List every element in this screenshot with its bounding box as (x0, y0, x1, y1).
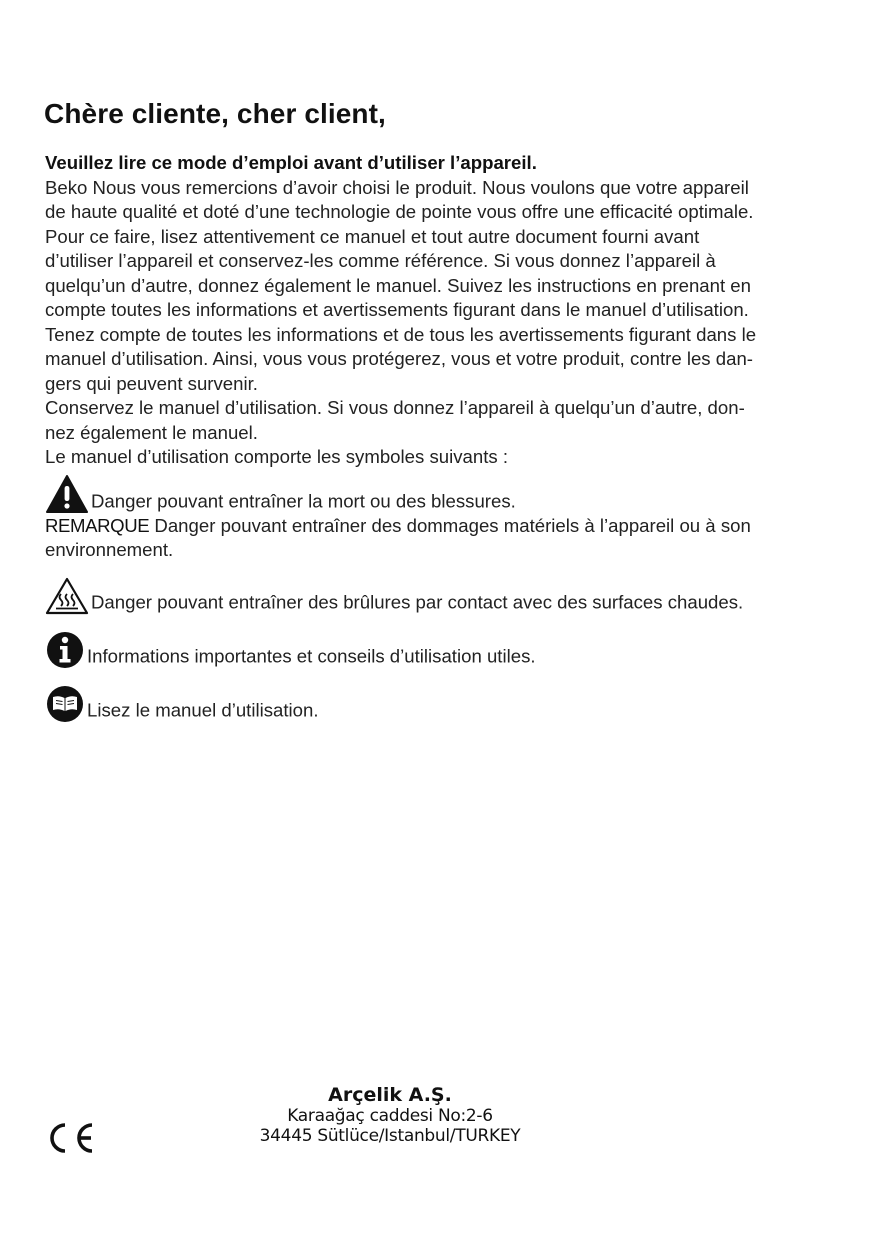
manufacturer-address (200, 1084, 580, 1146)
hot-surface-icon (45, 577, 89, 615)
manual-text: Lisez le manuel d’utilisation. (87, 699, 319, 720)
intro-line: Tenez compte de toutes les informations et de tous les avertissements figurant dans le (45, 323, 757, 345)
address-city: 34445 Sütlüce/Istanbul/TURKEY (259, 1126, 521, 1146)
remarque-label: REMARQUE (45, 514, 150, 536)
symbol-row-manual (45, 685, 835, 723)
symbol-row-danger (45, 474, 835, 514)
address-street: Karaağaç caddesi No:2-6 (287, 1106, 493, 1126)
intro-line: manuel d’utilisation. Ainsi, vous vous protégerez, vous et votre produit, contre les dan- (45, 348, 753, 369)
danger-text: Danger pouvant entraîner la mort ou des blessures. (91, 490, 516, 511)
symbol-row-info (45, 631, 835, 669)
symbol-row-hot-surface (45, 577, 835, 615)
intro-line: compte toutes les informations et avertissements figurant dans le manuel d’utilisation. (45, 299, 749, 320)
intro-line: Beko Nous vous remercions d’avoir choisi le produit. Nous voulons que votre appareil (45, 176, 749, 198)
remarque-line-continued: environnement. (45, 539, 174, 560)
intro-lead: Veuillez lire ce mode d’emploi avant d’utiliser l’appareil. (45, 152, 537, 173)
intro-line: quelqu’un d’autre, donnez également le manuel. Suivez les instructions en prenant en (45, 274, 751, 296)
intro-line: Le manuel d’utilisation comporte les symboles suivants : (45, 446, 509, 467)
intro-line: de haute qualité et doté d’une technologie de pointe vous offre une efficacité optimale. (45, 201, 754, 222)
intro-line: Conservez le manuel d’utilisation. Si vous donnez l’appareil à quelqu’un d’autre, don- (45, 397, 745, 418)
remarque-line (45, 514, 835, 539)
intro-line: Pour ce faire, lisez attentivement ce manuel et tout autre document fourni avant (45, 225, 700, 247)
warning-triangle-icon (45, 474, 89, 514)
intro-line: gers qui peuvent survenir. (45, 372, 258, 394)
remarque-text: Danger pouvant entraîner des dommages matériels à l’appareil ou à son (149, 514, 751, 536)
company-name: Arçelik A.Ş. (328, 1084, 452, 1106)
info-icon (45, 631, 85, 669)
hot-surface-text: Danger pouvant entraîner des brûlures par contact avec des surfaces chaudes. (91, 591, 744, 612)
main-content (45, 151, 835, 723)
info-text: Informations importantes et conseils d’utilisation utiles. (87, 645, 536, 666)
read-manual-book-icon (45, 685, 85, 723)
intro-line: d’utiliser l’appareil et conservez-les comme référence. Si vous donnez l’appareil à (45, 250, 716, 271)
ce-mark-logo (44, 1120, 96, 1161)
page-title: Chère cliente, cher client, (44, 98, 386, 129)
intro-line: nez également le manuel. (45, 421, 258, 443)
